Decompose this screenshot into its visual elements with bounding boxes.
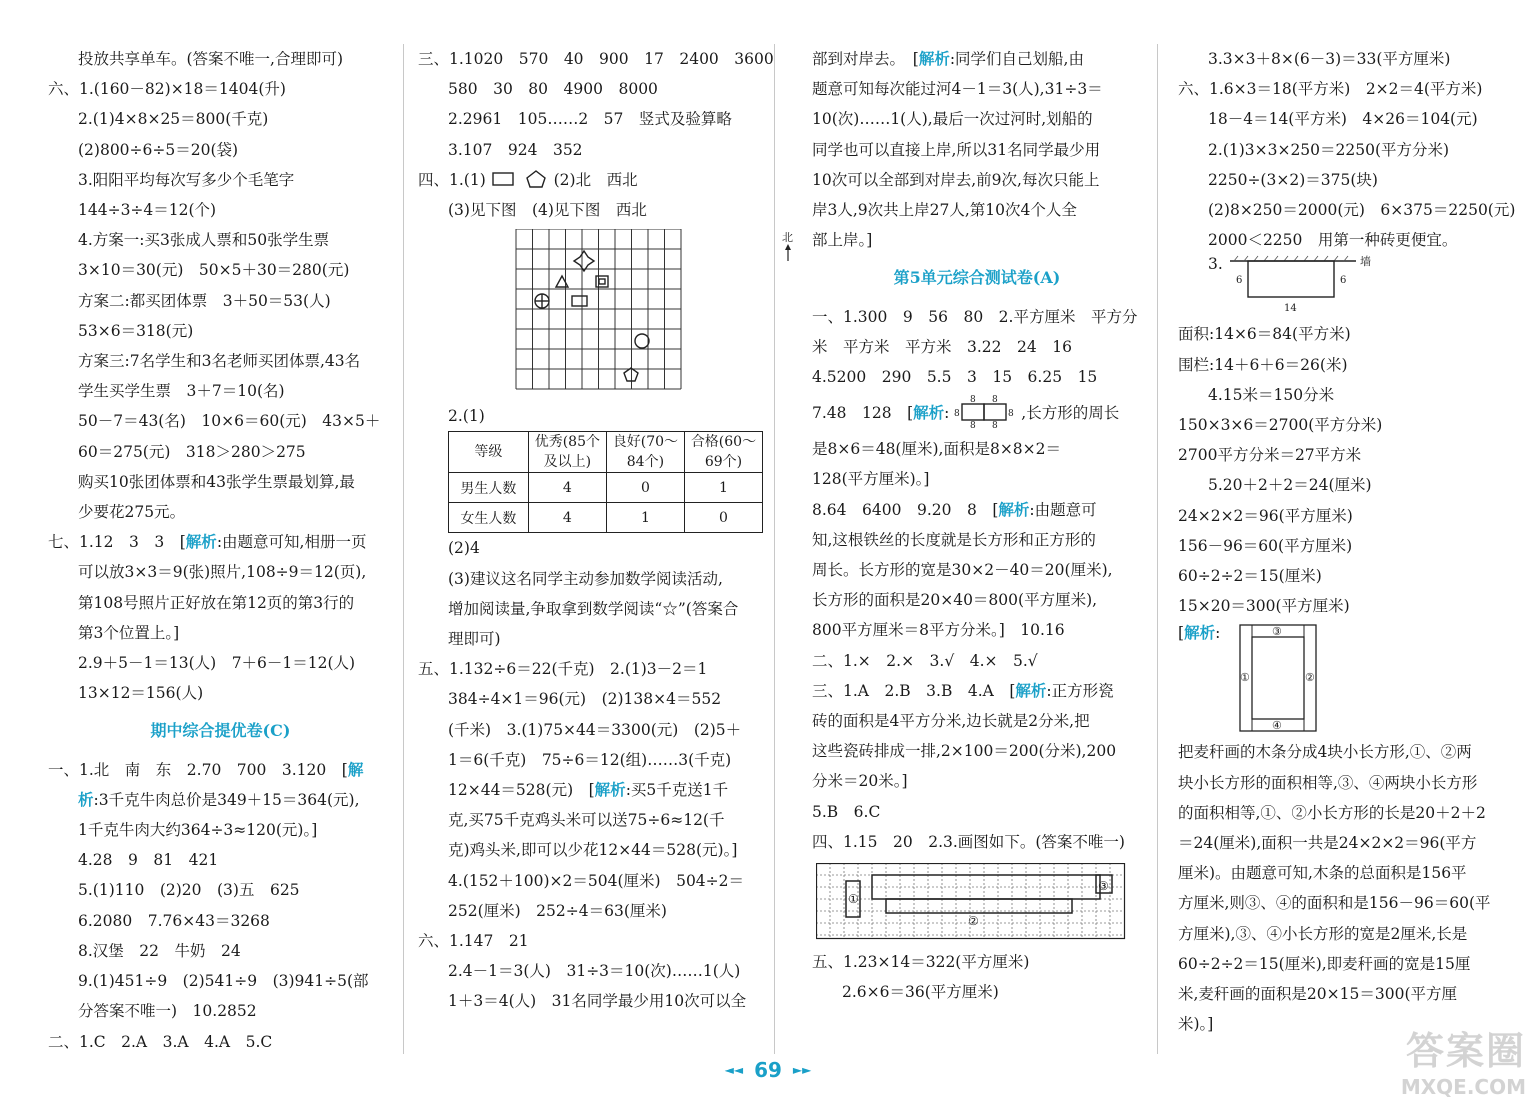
text-line: 七、1.12 3 3 [解析:由题意可知,相册一页	[48, 532, 367, 552]
text-line: 4.(152＋100)×2＝504(厘米) 504÷2＝	[448, 871, 745, 890]
tile-grid-figure	[812, 857, 1142, 947]
text-line: 60÷2÷2＝15(厘米),即麦秆画的宽是15厘	[1178, 954, 1471, 973]
analysis-mark: 解析	[185, 532, 217, 552]
text-line: 二、1.× 2.× 3.√ 4.× 5.√	[812, 651, 1038, 670]
text-line: 1千克牛肉大约364÷3≈120(元)。]	[78, 821, 318, 840]
text-line: 六、1.6×3＝18(平方米) 2×2＝4(平方米)	[1178, 80, 1483, 99]
rectangle-shape	[572, 296, 587, 306]
text-line: 投放共享单车。(答案不唯一,合理即可)	[78, 50, 344, 68]
side-label: 6	[1236, 275, 1243, 287]
tile-grid	[816, 863, 1126, 943]
square-right	[984, 404, 1006, 420]
table-header-row	[449, 432, 763, 473]
wall-label: 墙	[1360, 255, 1371, 269]
text-line: 1＋3＝4(人) 31名同学最少用10次可以全	[448, 992, 747, 1011]
text-line: 60÷2÷2＝15(厘米)	[1178, 567, 1322, 586]
text-line: 周长。长方形的宽是30×2－40＝20(厘米),	[812, 561, 1113, 580]
text-line: 分米＝20米。]	[812, 772, 908, 791]
text-line: 六、1.(160－82)×18＝1404(升)	[48, 80, 286, 99]
analysis-mark: 解析	[1015, 680, 1047, 700]
triangle-shape	[556, 276, 568, 287]
text-line: 4.15米＝150分米	[1208, 385, 1335, 404]
text-line: 块小长方形的面积相等,③、④两块小长方形	[1178, 773, 1478, 792]
fence-figure	[1178, 255, 1493, 319]
text-line: 384÷4×1＝96(元) (2)138×4＝552	[448, 690, 722, 709]
text-line: 18－4＝14(平方米) 4×26＝104(元)	[1208, 110, 1478, 129]
text-line: 50－7＝43(名) 10×6＝60(元) 43×5＋	[78, 412, 381, 431]
column-divider	[1157, 44, 1158, 1054]
table-row	[449, 473, 763, 503]
text-line: 2.(1)4×8×25＝800(千克)	[78, 110, 269, 129]
table-header: 等级	[449, 432, 529, 473]
shape-label: ②	[968, 914, 979, 929]
text-line: 580 30 80 4900 8000	[448, 80, 658, 99]
north-arrow-head	[785, 244, 791, 250]
text-line: 8.64 6400 9.20 8 [解析:由题意可	[812, 499, 1097, 519]
text-line: 8.汉堡 22 牛奶 24	[78, 941, 241, 960]
column-divider	[774, 44, 775, 1054]
rectangle-icon	[493, 173, 513, 185]
straw-painting-frame	[1236, 623, 1326, 735]
inner-square-shape	[599, 279, 605, 284]
prev-arrows-icon: ◄◄	[724, 1063, 744, 1077]
table-cell: 男生人数	[449, 473, 529, 503]
text-line: 2700平方分米＝27平方米	[1178, 446, 1362, 465]
strip-label: ③	[1272, 625, 1282, 639]
text-line: 一、1.北 南 东 2.70 700 3.120 [解	[48, 759, 364, 779]
text-line: 144÷3÷4＝12(个)	[78, 201, 217, 220]
analysis-mark: 析	[78, 789, 94, 809]
text-line: (2)800÷6÷5＝20(袋)	[78, 140, 239, 159]
bottom-label: 14	[1284, 303, 1297, 315]
two-squares-figure	[954, 395, 1016, 429]
side-label: 8	[992, 421, 999, 430]
text-line: [解析:	[1178, 623, 1221, 643]
text-line: 3.3×3＋8×(6－3)＝33(平方厘米)	[1208, 50, 1451, 68]
strip-label: ②	[1305, 671, 1315, 685]
text-line: 部到对岸去。 [解析:同学们自己划船,由	[812, 49, 1084, 68]
text-line: 2.(1)	[448, 407, 485, 426]
position-grid	[508, 229, 808, 401]
answer-column-4	[1178, 44, 1516, 1039]
text-line: 252(厘米) 252÷4＝63(厘米)	[448, 901, 667, 920]
table-cell: 1	[684, 473, 762, 503]
text-line: 4.5200 290 5.5 3 15 6.25 15	[812, 368, 1098, 387]
text-line: 岸3人,9次共上岸27人,第10次4个人全	[812, 201, 1077, 220]
table-header: 良好(70～84个)	[606, 432, 684, 473]
text-line: (3)建议这名同学主动参加数学阅读活动,	[448, 569, 723, 588]
text-line: ＝24(厘米),面积一共是24×2×2＝96(平方	[1178, 834, 1477, 853]
text-line: 2000＜2250 用第一种砖更便宜。	[1208, 231, 1458, 250]
text-line: 方厘米,则③、④的面积和是156－96＝60(平	[1178, 894, 1491, 913]
table-header: 合格(60～69个)	[684, 432, 762, 473]
text-line: 长方形的面积是20×40＝800(平方厘米),	[812, 591, 1098, 610]
section-heading: 第5单元综合测试卷(A)	[893, 268, 1061, 288]
side-label: 8	[970, 395, 977, 406]
text-line: 9.(1)451÷9 (2)541÷9 (3)941÷5(部	[78, 972, 369, 991]
text-line: 克,买75千克鸡头米可以送75÷6≈12(千	[448, 811, 725, 830]
shape-label: ①	[848, 892, 859, 907]
text-line: 2250÷(3×2)＝375(块)	[1208, 170, 1378, 189]
text-line: 米,麦秆画的面积是20×15＝300(平方厘	[1178, 985, 1457, 1004]
text-line: 可以放3×3＝9(张)照片,108÷9＝12(页),	[78, 563, 367, 582]
text-line: 4.方案一:买3张成人票和50张学生票	[78, 231, 330, 250]
analysis-mark: 解析	[913, 403, 945, 423]
text-line: 题意可知每次能过河4－1＝3(人),31÷3＝	[812, 80, 1103, 99]
side-label: 8	[970, 421, 977, 430]
frame-figure	[1178, 621, 1493, 737]
answer-column-1	[48, 44, 393, 1057]
text-line: 3.	[1208, 255, 1223, 274]
text-line: 2.9＋5－1＝13(人) 7＋6－1＝12(人)	[78, 654, 356, 673]
table-cell: 0	[606, 473, 684, 503]
strip-label: ④	[1272, 719, 1282, 733]
text-line: 少要花275元。	[78, 503, 186, 522]
square-left	[962, 404, 984, 420]
position-grid-figure	[418, 225, 793, 401]
text-line: 面积:14×6＝84(平方米)	[1178, 325, 1351, 344]
text-line: 购买10张团体票和43张学生票最划算,最	[78, 472, 355, 491]
text-line: 128(平方厘米)。]	[812, 470, 930, 489]
text-line: 5.(1)110 (2)20 (3)五 625	[78, 881, 300, 900]
text-line: 五、1.23×14＝322(平方厘米)	[812, 953, 1030, 972]
watermark	[1401, 1020, 1526, 1099]
text-line: 五、1.132÷6＝22(千克) 2.(1)3－2＝1	[418, 660, 708, 679]
strip-label: ①	[1240, 671, 1250, 685]
analysis-mark: 解析	[998, 499, 1030, 519]
text-line: 156－96＝60(平方厘米)	[1178, 536, 1353, 555]
text-line: 知,这根铁丝的长度就是长方形和正方形的	[812, 530, 1096, 549]
text-line: 7.48 128 [解析: 8 8 8 8 8 8 ,长方形的周长	[812, 395, 1120, 430]
text-line: 800平方厘米＝8平方分米。] 10.16	[812, 621, 1065, 640]
text-line: 这些瓷砖排成一排,2×100＝200(分米),200	[812, 742, 1117, 761]
wall-rectangle	[1228, 255, 1388, 317]
text-line: 方厘米),③、④小长方形的宽是2厘米,长是	[1178, 924, 1468, 943]
table-cell: 4	[528, 473, 606, 503]
side-label: 8	[954, 409, 961, 420]
star-shape	[574, 251, 594, 271]
text-line: 分答案不唯一) 10.2852	[78, 1002, 257, 1021]
text-line: 理即可)	[448, 630, 501, 649]
inner-frame	[1252, 637, 1304, 719]
watermark-url: MXQE.COM	[1400, 1075, 1526, 1099]
text-line: 12×44＝528(元) [解析:买5千克送1千	[448, 780, 729, 800]
text-line: 53×6＝318(元)	[78, 321, 194, 340]
text-line: 米)。]	[1178, 1015, 1214, 1034]
text-line: (千米) 3.(1)75×44＝3300(元) (2)5＋	[448, 720, 742, 739]
text-line: 15×20＝300(平方厘米)	[1178, 597, 1350, 616]
text-line: 5.B 6.C	[812, 802, 881, 821]
text-line: 3.107 924 352	[448, 140, 583, 159]
text-line: 第108号照片正好放在第12页的第3行的	[78, 593, 355, 612]
text-line: 增加阅读量,争取拿到数学阅读“☆”(答案合	[448, 599, 739, 618]
text-line: 1＝6(千克) 75÷6＝12(组)……3(千克)	[448, 750, 732, 769]
analysis-mark: 解析	[1184, 623, 1216, 643]
analysis-mark: 解	[347, 759, 364, 779]
circle-shape	[635, 334, 649, 348]
text-line: 四、1.(1) (2)北 西北	[418, 170, 638, 189]
north-label: 北	[782, 231, 793, 245]
text-line: 60＝275(元) 318＞280＞275	[78, 442, 306, 461]
side-label: 8	[1008, 409, 1015, 420]
text-line: 2.6×6＝36(平方厘米)	[842, 983, 999, 1002]
text-line: 学生买学生票 3＋7＝10(名)	[78, 382, 285, 401]
shape-label: ③	[1098, 879, 1109, 894]
table-header: 优秀(85个及以上)	[528, 432, 606, 473]
rectangle-and-pentagon-icons	[491, 170, 549, 188]
text-line: 4.28 9 81 421	[78, 851, 219, 870]
text-line: 6.2080 7.76×43＝3268	[78, 911, 270, 930]
analysis-mark: 解析	[918, 49, 950, 68]
text-line: 围栏:14＋6＋6＝26(米)	[1178, 355, 1348, 374]
analysis-mark: 解析	[594, 780, 626, 800]
table-cell: 0	[684, 503, 762, 533]
text-line: 砖的面积是4平方分米,边长就是2分米,把	[812, 712, 1090, 731]
section-heading: 期中综合提优卷(C)	[150, 721, 291, 741]
text-line: 厘米)。由题意可知,木条的总面积是156平	[1178, 864, 1467, 883]
score-table	[448, 431, 763, 533]
watermark-logo: 答案圈	[1405, 1029, 1526, 1073]
side-label: 8	[992, 395, 999, 406]
side-label: 6	[1340, 275, 1347, 287]
text-line: 方案二:都买团体票 3＋50＝53(人)	[78, 291, 331, 310]
fence-rectangle	[1248, 261, 1334, 297]
text-line: 米 平方米 平方米 3.22 24 16	[812, 337, 1072, 356]
table-row	[449, 503, 763, 533]
text-line: 析:3千克牛肉总价是349＋15＝364(元),	[78, 789, 360, 809]
text-line: 部上岸。]	[812, 231, 873, 250]
text-line: 第3个位置上。]	[78, 623, 180, 642]
answer-column-2	[418, 44, 793, 1017]
text-line: 三、1.A 2.B 3.B 4.A [解析:正方形瓷	[812, 680, 1114, 700]
text-line: 一、1.300 9 56 80 2.平方厘米 平方分	[812, 307, 1138, 326]
text-line: 10(次)……1(人),最后一次过河时,划船的	[812, 110, 1093, 129]
pentagon-icon	[527, 171, 545, 187]
text-line: 13×12＝156(人)	[78, 684, 204, 703]
square-shape	[596, 276, 608, 287]
text-line: 10次可以全部到对岸去,前9次,每次只能上	[812, 170, 1100, 189]
text-line: 四、1.15 20 2.3.画图如下。(答案不唯一)	[812, 832, 1125, 851]
table-cell: 1	[606, 503, 684, 533]
text-line: 5.20＋2＋2＝24(厘米)	[1208, 476, 1372, 495]
text-line: 24×2×2＝96(平方厘米)	[1178, 506, 1353, 525]
text-line: 2.(1)3×3×250＝2250(平方分米)	[1208, 140, 1450, 159]
text-line: 150×3×6＝2700(平方分米)	[1178, 416, 1383, 435]
text-line: 2.2961 105……2 57 竖式及验算略	[448, 110, 732, 129]
table-cell: 4	[528, 503, 606, 533]
column-divider	[403, 44, 404, 1054]
text-line: 2.4－1＝3(人) 31÷3＝10(次)……1(人)	[448, 962, 741, 981]
text-line: 克)鸡头米,即可以少花12×44＝528(元)。]	[448, 841, 738, 860]
text-line: 三、1.1020 570 40 900 17 2400 3600	[418, 50, 774, 68]
text-line: 3.阳阳平均每次写多少个毛笔字	[78, 170, 295, 189]
text-line: 是8×6＝48(厘米),面积是8×8×2＝	[812, 440, 1062, 459]
text-line: (2)8×250＝2000(元) 6×375＝2250(元)	[1208, 201, 1516, 220]
page-footer	[0, 1058, 1536, 1082]
text-line: 的面积相等,①、②小长方形的长是20＋2＋2	[1178, 803, 1486, 822]
text-line: (3)见下图 (4)见下图 西北	[448, 201, 647, 220]
answer-column-3	[812, 44, 1142, 1007]
text-line: 3×10＝30(元) 50×5＋30＝280(元)	[78, 261, 350, 280]
text-line: 把麦秆画的木条分成4块小长方形,①、②两	[1178, 743, 1472, 762]
text-line: 方案三:7名学生和3名老师买团体票,43名	[78, 352, 361, 371]
text-line: 二、1.C 2.A 3.A 4.A 5.C	[48, 1032, 273, 1051]
page-number: 69	[754, 1058, 782, 1082]
text-line: 六、1.147 21	[418, 932, 529, 951]
text-line: (2)4	[448, 539, 480, 558]
table-cell: 女生人数	[449, 503, 529, 533]
next-arrows-icon: ►►	[792, 1063, 812, 1077]
text-line: 同学也可以直接上岸,所以31名同学最少用	[812, 140, 1101, 159]
